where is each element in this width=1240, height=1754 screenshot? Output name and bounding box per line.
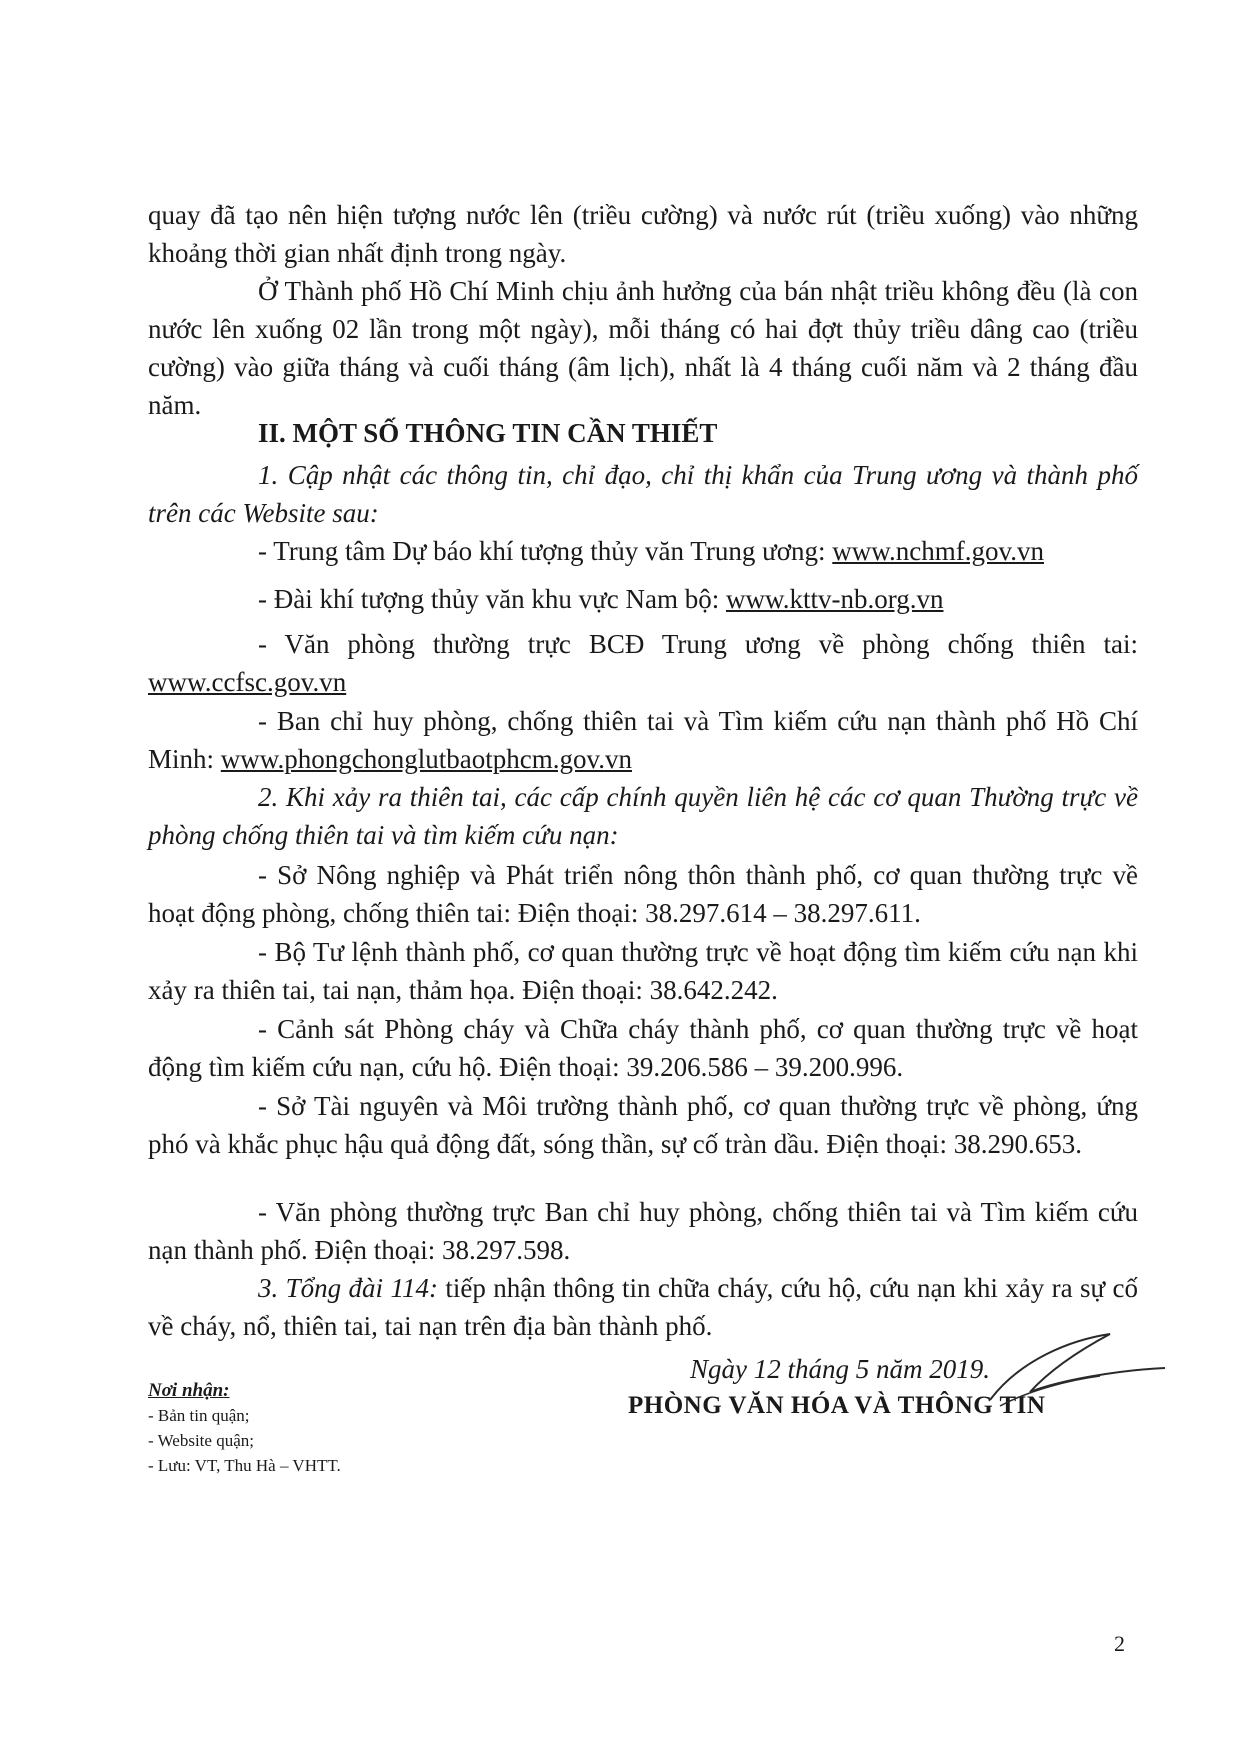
hotline-label: 3. Tổng đài 114: <box>258 1273 438 1303</box>
paragraph-tide-intro: quay đã tạo nên hiện tượng nước lên (triều cường) và nước rút (triều xuống) vào những khoảng thời gian nhất định trong ngày. <box>148 200 1138 268</box>
website-label: - Đài khí tượng thủy văn khu vực Nam bộ: <box>258 584 726 614</box>
website-link[interactable]: www.nchmf.gov.vn <box>832 536 1044 566</box>
website-line-1 <box>148 532 1138 570</box>
website-line-3 <box>148 625 1138 701</box>
recipient-item: - Bản tin quận; <box>148 1406 250 1425</box>
signature-mark <box>960 1320 1170 1430</box>
issuing-office: PHÒNG VĂN HÓA VÀ THÔNG TIN <box>628 1392 1046 1419</box>
hotline-text: tiếp nhận thông tin chữa cháy, cứu hộ, cứu nạn khi xảy ra sự cố về cháy, nổ, thiên tai, tai nạn trên địa bàn thành phố. <box>148 1273 1138 1341</box>
website-link[interactable]: www.ccfsc.gov.vn <box>148 667 347 697</box>
item-1-title: 1. Cập nhật các thông tin, chỉ đạo, chỉ thị khẩn của Trung ương và thành phố trên các Website sau: <box>148 460 1138 528</box>
recipient-item: - Lưu: VT, Thu Hà – VHTT. <box>148 1456 341 1475</box>
website-label: - Văn phòng thường trực BCĐ Trung ương về phòng chống thiên tai: <box>258 629 1138 659</box>
website-link[interactable]: www.kttv-nb.org.vn <box>725 584 944 614</box>
recipients-title: Nơi nhận: <box>148 1380 230 1401</box>
page-number: 2 <box>1114 1631 1125 1656</box>
website-label: - Ban chỉ huy phòng, chống thiên tai và Tìm kiếm cứu nạn thành phố Hồ Chí Minh: <box>148 706 1138 774</box>
recipient-item: - Website quận; <box>148 1431 254 1450</box>
recipients-block <box>148 1378 448 1478</box>
contact-standing-office: - Văn phòng thường trực Ban chỉ huy phòng, chống thiên tai và Tìm kiếm cứu nạn thành phố. Điện thoại: 38.297.598. <box>148 1197 1138 1265</box>
website-line-4 <box>148 702 1138 778</box>
item-2-title: 2. Khi xảy ra thiên tai, các cấp chính quyền liên hệ các cơ quan Thường trực về phòng chống thiên tai và tìm kiếm cứu nạn: <box>148 782 1138 850</box>
contact-military-command: - Bộ Tư lệnh thành phố, cơ quan thường trực về hoạt động tìm kiếm cứu nạn khi xảy ra thiên tai, tai nạn, thảm họa. Điện thoại: 38.642.242. <box>148 937 1138 1005</box>
contact-agriculture: - Sở Nông nghiệp và Phát triển nông thôn thành phố, cơ quan thường trực về hoạt động phòng, chống thiên tai: Điện thoại: 38.297.614 – 38.297.611. <box>148 860 1138 928</box>
contact-environment: - Sở Tài nguyên và Môi trường thành phố, cơ quan thường trực về phòng, ứng phó và khắc phục hậu quả động đất, sóng thần, sự cố tràn dầu. Điện thoại: 38.290.653. <box>148 1091 1138 1159</box>
website-label: - Trung tâm Dự báo khí tượng thủy văn Trung ương: <box>258 536 833 566</box>
website-link[interactable]: www.phongchonglutbaotphcm.gov.vn <box>220 744 632 774</box>
date-line: Ngày 12 tháng 5 năm 2019. <box>690 1354 990 1384</box>
contact-fire-police: - Cảnh sát Phòng cháy và Chữa cháy thành phố, cơ quan thường trực về hoạt động tìm kiếm cứu nạn, cứu hộ. Điện thoại: 39.206.586 – 39.200.996. <box>148 1014 1138 1082</box>
paragraph-hcmc-tide: Ở Thành phố Hồ Chí Minh chịu ảnh hưởng của bán nhật triều không đều (là con nước lên xuống 02 lần trong một ngày), mỗi tháng có hai đợt thủy triều dâng cao (triều cường) vào giữa tháng và cuối tháng (âm lịch), nhất là 4 tháng cuối năm và 2 tháng đầu năm. <box>148 276 1138 420</box>
website-line-2 <box>148 580 1138 618</box>
section-heading: II. MỘT SỐ THÔNG TIN CẦN THIẾT <box>258 418 718 448</box>
